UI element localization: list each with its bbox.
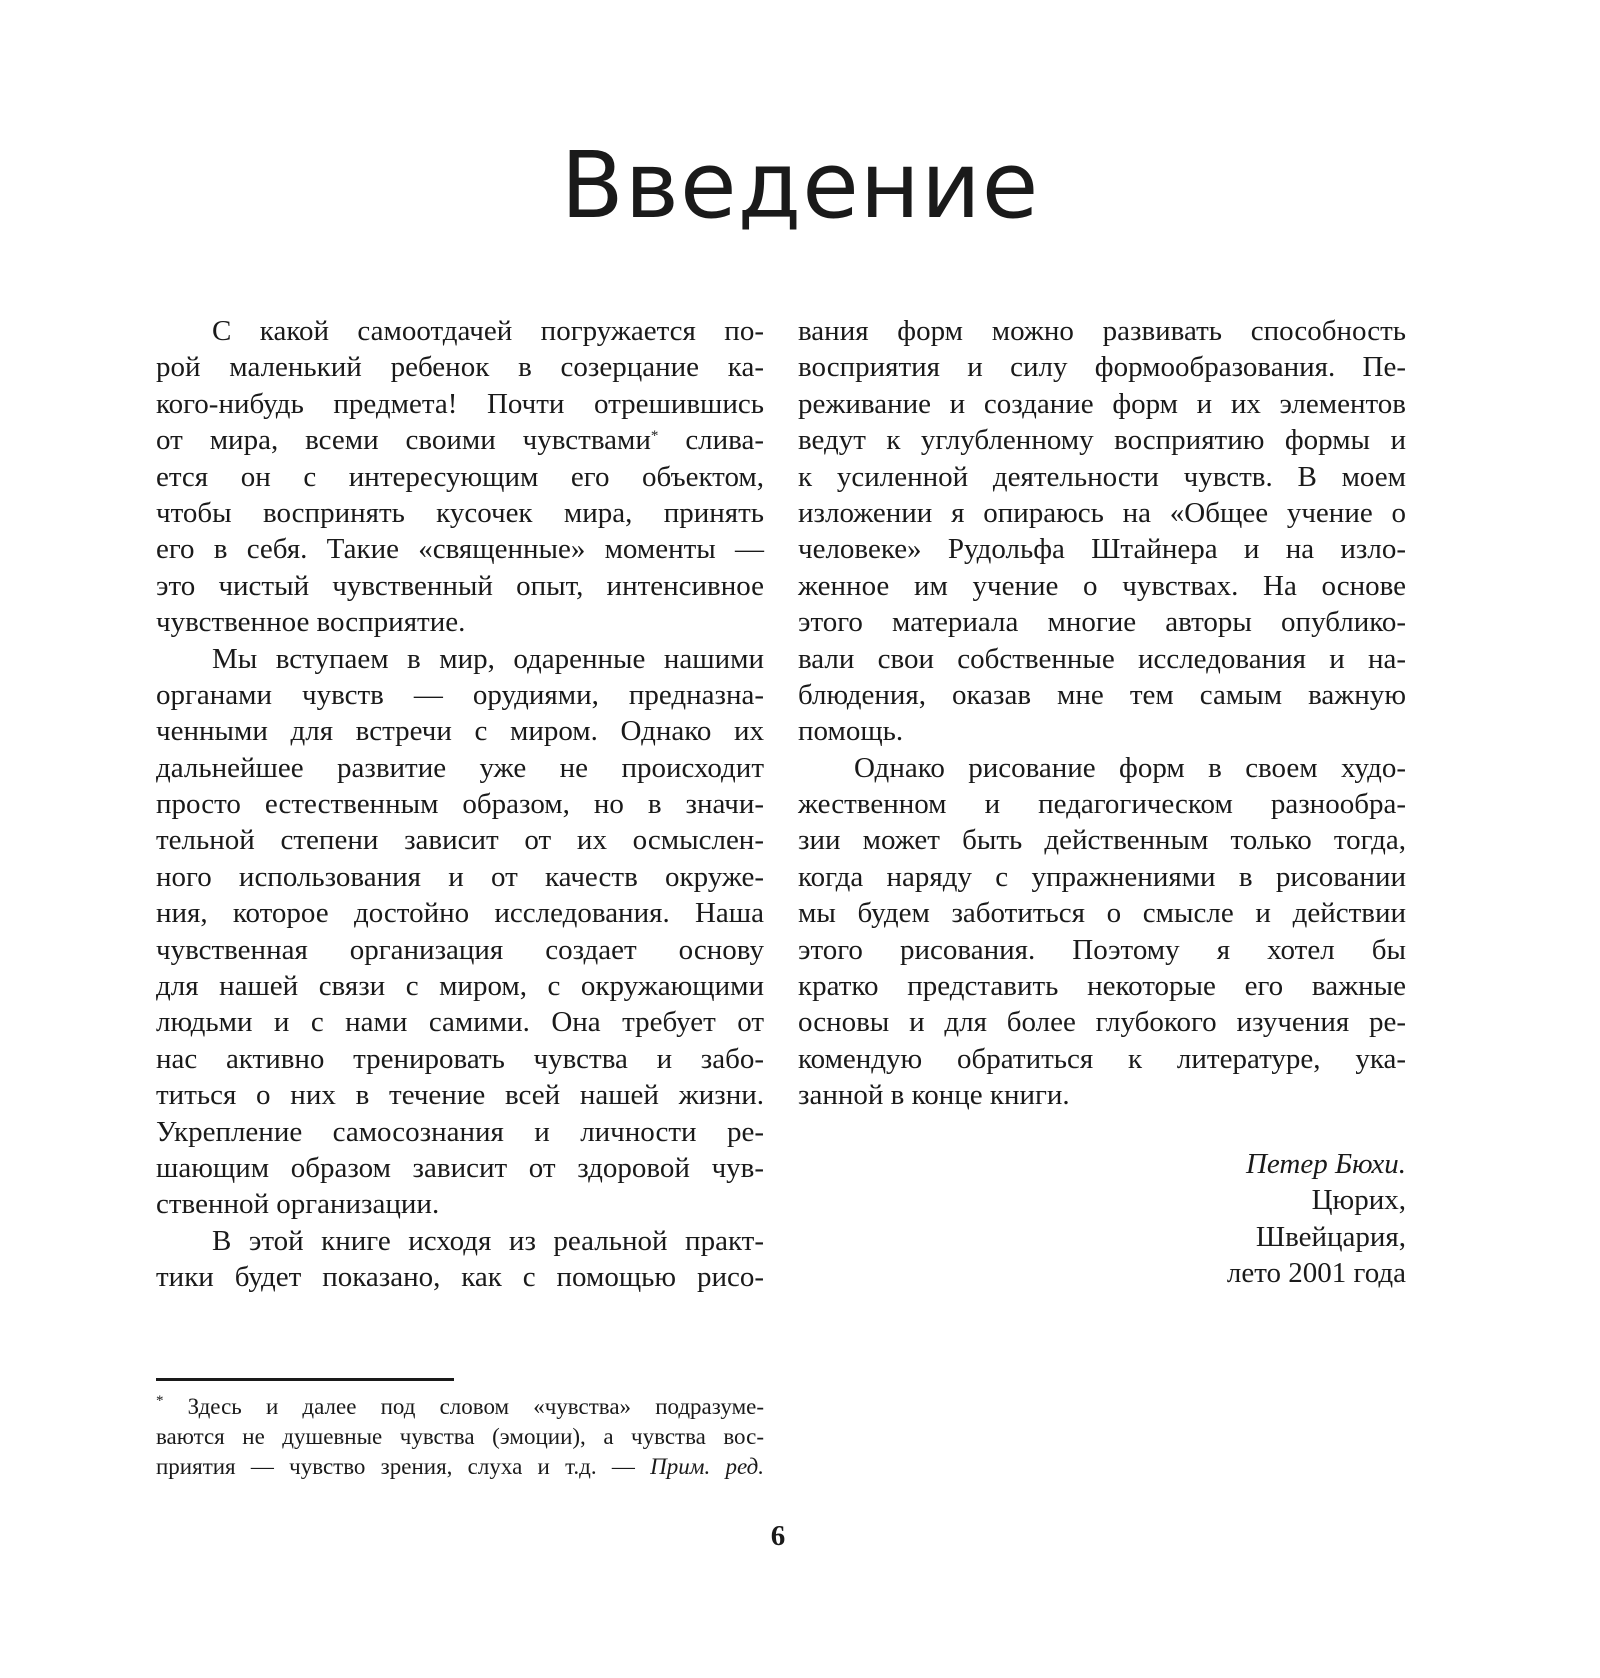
text-line: женное им учение о чувствах. На основе bbox=[798, 569, 1406, 602]
author-name: Петер Бюхи. bbox=[1245, 1148, 1406, 1180]
footnote-divider bbox=[156, 1378, 454, 1381]
text-line: кого-нибудь предмета! Почти отрешившись bbox=[156, 387, 764, 420]
footnote-marker: * bbox=[156, 1393, 164, 1409]
text-line: когда наряду с упражнениями в рисовании bbox=[798, 860, 1406, 893]
text-line: к усиленной деятельности чувств. В моем bbox=[798, 460, 1406, 493]
text-line: чувственное восприятие. bbox=[156, 606, 466, 639]
text-line: рой маленький ребенок в созерцание ка- bbox=[156, 351, 764, 384]
footnote-line bbox=[156, 1452, 764, 1482]
left-column bbox=[156, 313, 764, 1296]
signature-block bbox=[798, 1146, 1406, 1292]
text-line: изложении я опираюсь на «Общее учение о bbox=[798, 496, 1406, 529]
signature-city: Цюрих, bbox=[1311, 1184, 1406, 1217]
text-line: жественном и педагогическом разнообра- bbox=[798, 788, 1406, 821]
text-line: ведут к углубленному восприятию формы и bbox=[798, 424, 1406, 457]
text-line: Укрепление самосознания и личности ре- bbox=[156, 1115, 764, 1148]
text-line: основы и для более глубокого изучения ре- bbox=[798, 1006, 1406, 1039]
footnote-line: ваются не душевные чувства (эмоции), а чувства вос- bbox=[156, 1424, 764, 1449]
text-fragment: приятия — чувство зрения, слуха и т.д. — bbox=[156, 1454, 635, 1479]
text-line: зии может быть действенным только тогда, bbox=[798, 824, 1406, 857]
signature-country: Швейцария, bbox=[1255, 1220, 1406, 1253]
text-line-with-footnote bbox=[156, 422, 764, 458]
text-line: тельной степени зависит от их осмыслен- bbox=[156, 824, 764, 857]
text-fragment: Здесь и далее под словом «чувства» подразуме- bbox=[187, 1394, 764, 1419]
text-line: это чистый чувственный опыт, интенсивное bbox=[156, 569, 764, 602]
text-line: В этой книге исходя из реальной практ- bbox=[212, 1224, 764, 1257]
signature-date: лето 2001 года bbox=[1226, 1257, 1406, 1290]
text-line: титься о них в течение всей нашей жизни. bbox=[156, 1079, 764, 1112]
right-column bbox=[798, 313, 1406, 1114]
text-fragment: слива- bbox=[685, 424, 765, 457]
text-line: дальнейшее развитие уже не происходит bbox=[156, 751, 764, 784]
text-line: ченными для встречи с миром. Однако их bbox=[156, 715, 764, 748]
text-line: восприятия и силу формообразования. Пе- bbox=[798, 351, 1406, 384]
text-line: этого материала многие авторы опублико- bbox=[798, 606, 1406, 639]
text-line: просто естественным образом, но в значи- bbox=[156, 788, 764, 821]
text-line: органами чувств — орудиями, предназна- bbox=[156, 678, 764, 711]
text-line: мы будем заботиться о смысле и действии bbox=[798, 897, 1406, 930]
text-line: помощь. bbox=[798, 715, 904, 748]
footnote-marker: * bbox=[650, 428, 659, 445]
text-line: чтобы воспринять кусочек мира, принять bbox=[156, 496, 764, 529]
text-line: Мы вступаем в мир, одаренные нашими bbox=[212, 642, 764, 675]
text-line: С какой самоотдачей погружается по- bbox=[212, 315, 764, 347]
text-line: вали свои собственные исследования и на- bbox=[798, 642, 1406, 675]
page-title: Введение bbox=[560, 132, 1040, 239]
text-line: занной в конце книги. bbox=[798, 1079, 1070, 1112]
footnote bbox=[156, 1392, 764, 1482]
text-line: кратко представить некоторые его важные bbox=[798, 970, 1406, 1003]
text-line: людьми и с нами самими. Она требует от bbox=[156, 1006, 764, 1039]
text-line: ется он с интересующим его объектом, bbox=[156, 460, 764, 493]
page-number: 6 bbox=[770, 1520, 786, 1552]
text-line: вания форм можно развивать способность bbox=[798, 315, 1406, 347]
text-line: для нашей связи с миром, с окружающими bbox=[156, 970, 764, 1003]
text-line: нас активно тренировать чувства и забо- bbox=[156, 1042, 764, 1075]
text-line: тики будет показано, как с помощью рисо- bbox=[156, 1261, 764, 1294]
text-line: ственной организации. bbox=[156, 1188, 440, 1221]
text-line: ного использования и от качеств окруже- bbox=[156, 860, 764, 893]
text-line: человеке» Рудольфа Штайнера и на изло- bbox=[798, 533, 1406, 566]
text-line: шающим образом зависит от здоровой чув- bbox=[156, 1151, 764, 1184]
text-line: чувственная организация создает основу bbox=[156, 933, 764, 966]
text-line: блюдения, оказав мне тем самым важную bbox=[798, 678, 1406, 711]
text-line: реживание и создание форм и их элементов bbox=[798, 387, 1406, 420]
editor-note: Прим. ред. bbox=[650, 1454, 764, 1479]
text-line: этого рисования. Поэтому я хотел бы bbox=[798, 933, 1406, 966]
footnote-line bbox=[156, 1392, 764, 1422]
text-line: ния, которое достойно исследования. Наша bbox=[156, 897, 764, 930]
text-line: Однако рисование форм в своем худо- bbox=[854, 751, 1406, 784]
text-line: его в себя. Такие «священные» моменты — bbox=[156, 533, 764, 566]
text-fragment: от мира, всеми своими чувствами bbox=[156, 424, 651, 457]
text-line: комендую обратиться к литературе, ука- bbox=[798, 1042, 1406, 1075]
